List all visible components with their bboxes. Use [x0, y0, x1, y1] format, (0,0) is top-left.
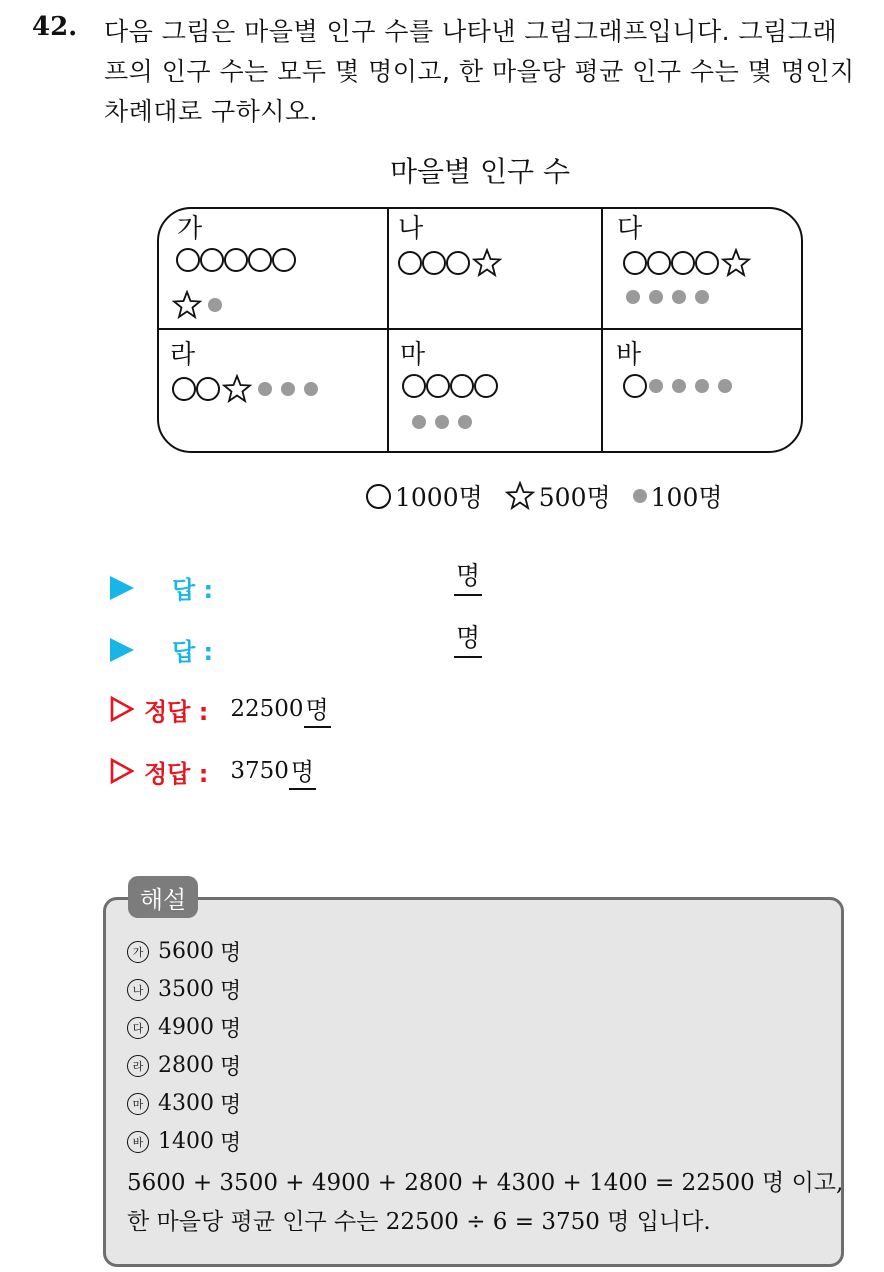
dot-icon	[672, 379, 686, 393]
correct-unit: 명	[304, 690, 331, 728]
dot-icon	[304, 382, 318, 396]
explanation-item	[127, 1126, 241, 1157]
circle-icon	[446, 251, 470, 275]
circle-icon	[224, 248, 248, 272]
circled-village-mark: 가	[127, 941, 149, 963]
star-icon	[472, 248, 502, 278]
village-name: 가	[177, 214, 203, 244]
correct-unit: 명	[289, 752, 316, 790]
explanation-unit: 명	[220, 1017, 242, 1042]
circled-village-mark: 나	[127, 979, 149, 1001]
explanation-unit: 명	[220, 1131, 242, 1156]
legend-label: 1000명	[395, 483, 483, 512]
star-icon	[172, 290, 202, 320]
explanation-item	[127, 1050, 241, 1081]
dot-icon	[281, 382, 295, 396]
village-name: 나	[398, 214, 424, 244]
star-icon	[505, 481, 535, 511]
circle-icon	[647, 251, 671, 275]
answer-unit[interactable]: 명	[454, 556, 482, 596]
dot-icon	[695, 379, 709, 393]
star-icon	[721, 248, 751, 278]
outline-triangle-icon	[110, 696, 134, 722]
star-icon	[222, 374, 252, 404]
answer-unit[interactable]: 명	[454, 618, 482, 658]
correct-value: 3750	[230, 758, 289, 784]
play-arrow-icon	[110, 638, 134, 662]
question-line-3: 차례대로 구하시오.	[104, 97, 319, 126]
circle-icon	[402, 374, 426, 398]
dot-icon	[672, 290, 686, 304]
dot-icon	[435, 415, 449, 429]
correct-value: 22500	[230, 696, 304, 722]
circle-icon	[366, 484, 391, 509]
graph-title: 마을별 인구 수	[389, 155, 571, 188]
explanation-value: 1400	[158, 1129, 214, 1154]
village-name: 바	[616, 340, 642, 370]
dot-icon	[412, 415, 426, 429]
circled-village-mark: 바	[127, 1131, 149, 1153]
dot-icon	[258, 382, 272, 396]
question-line-1: 다음 그림은 마을별 인구 수를 나타낸 그림그래프입니다. 그림그래	[104, 17, 838, 46]
circled-village-mark: 다	[127, 1017, 149, 1039]
circle-icon	[450, 374, 474, 398]
legend-item	[633, 478, 723, 514]
circle-icon	[474, 374, 498, 398]
grid-divider	[159, 328, 801, 330]
dot-icon	[718, 379, 732, 393]
legend-label: 100명	[650, 483, 723, 512]
correct-label: 정답 :	[144, 759, 209, 788]
correct-answer-row-2	[110, 752, 316, 790]
explanation-tag: 해설	[128, 876, 198, 918]
dot-icon	[626, 290, 640, 304]
symbol-row	[412, 415, 481, 429]
correct-label: 정답 :	[144, 697, 209, 726]
circle-icon	[398, 251, 422, 275]
circle-icon	[623, 251, 647, 275]
symbol-row	[172, 374, 327, 404]
answer-row-1	[110, 561, 481, 605]
symbol-row	[402, 374, 500, 398]
village-name: 라	[170, 340, 196, 370]
explanation-unit: 명	[220, 1093, 242, 1118]
explanation-value: 5600	[158, 939, 214, 964]
dot-icon	[458, 415, 472, 429]
circle-icon	[671, 251, 695, 275]
explanation-average-line: 한 마을당 평균 인구 수는 22500 ÷ 6 = 3750 명 입니다.	[127, 1209, 711, 1235]
explanation-unit: 명	[220, 1055, 242, 1080]
circle-icon	[196, 377, 220, 401]
question-number: 42.	[32, 12, 78, 42]
explanation-unit: 명	[220, 941, 242, 966]
symbol-row	[172, 290, 231, 320]
answer-label: 답 :	[172, 576, 214, 604]
circle-icon	[426, 374, 450, 398]
grid-divider	[387, 209, 389, 451]
question-line-2: 프의 인구 수는 모두 몇 명이고, 한 마을당 평균 인구 수는 몇 명인지	[104, 57, 855, 86]
graph-legend	[366, 478, 745, 514]
explanation-value: 4900	[158, 1015, 214, 1040]
explanation-value: 3500	[158, 977, 214, 1002]
circle-icon	[272, 248, 296, 272]
circle-icon	[248, 248, 272, 272]
dot-icon	[649, 290, 663, 304]
explanation-item	[127, 974, 241, 1005]
circled-village-mark: 마	[127, 1093, 149, 1115]
legend-item	[366, 478, 483, 514]
play-arrow-icon	[110, 576, 134, 600]
explanation-unit: 명	[220, 979, 242, 1004]
symbol-row	[623, 248, 757, 278]
explanation-item	[127, 936, 241, 967]
legend-item	[505, 478, 611, 514]
dot-icon	[208, 298, 222, 312]
village-name: 마	[400, 340, 426, 370]
answer-label: 답 :	[172, 638, 214, 666]
explanation-value: 4300	[158, 1091, 214, 1116]
legend-label: 500명	[538, 483, 611, 512]
dot-icon	[649, 379, 663, 393]
symbol-row	[176, 248, 298, 272]
explanation-item	[127, 1012, 241, 1043]
circle-icon	[176, 248, 200, 272]
circle-icon	[623, 374, 647, 398]
correct-answer-row-1	[110, 690, 331, 728]
dot-icon	[633, 489, 647, 503]
symbol-row	[398, 248, 508, 278]
circle-icon	[172, 377, 196, 401]
circle-icon	[200, 248, 224, 272]
circle-icon	[422, 251, 446, 275]
explanation-sum-line: 5600 + 3500 + 4900 + 2800 + 4300 + 1400 = 22500 명 이고,	[127, 1170, 844, 1196]
symbol-row	[623, 374, 741, 398]
outline-triangle-icon	[110, 758, 134, 784]
village-name: 다	[617, 214, 643, 244]
symbol-row	[626, 290, 718, 304]
grid-divider	[601, 209, 603, 451]
circled-village-mark: 라	[127, 1055, 149, 1077]
answer-row-2	[110, 623, 481, 667]
circle-icon	[695, 251, 719, 275]
explanation-value: 2800	[158, 1053, 214, 1078]
dot-icon	[695, 290, 709, 304]
explanation-item	[127, 1088, 241, 1119]
